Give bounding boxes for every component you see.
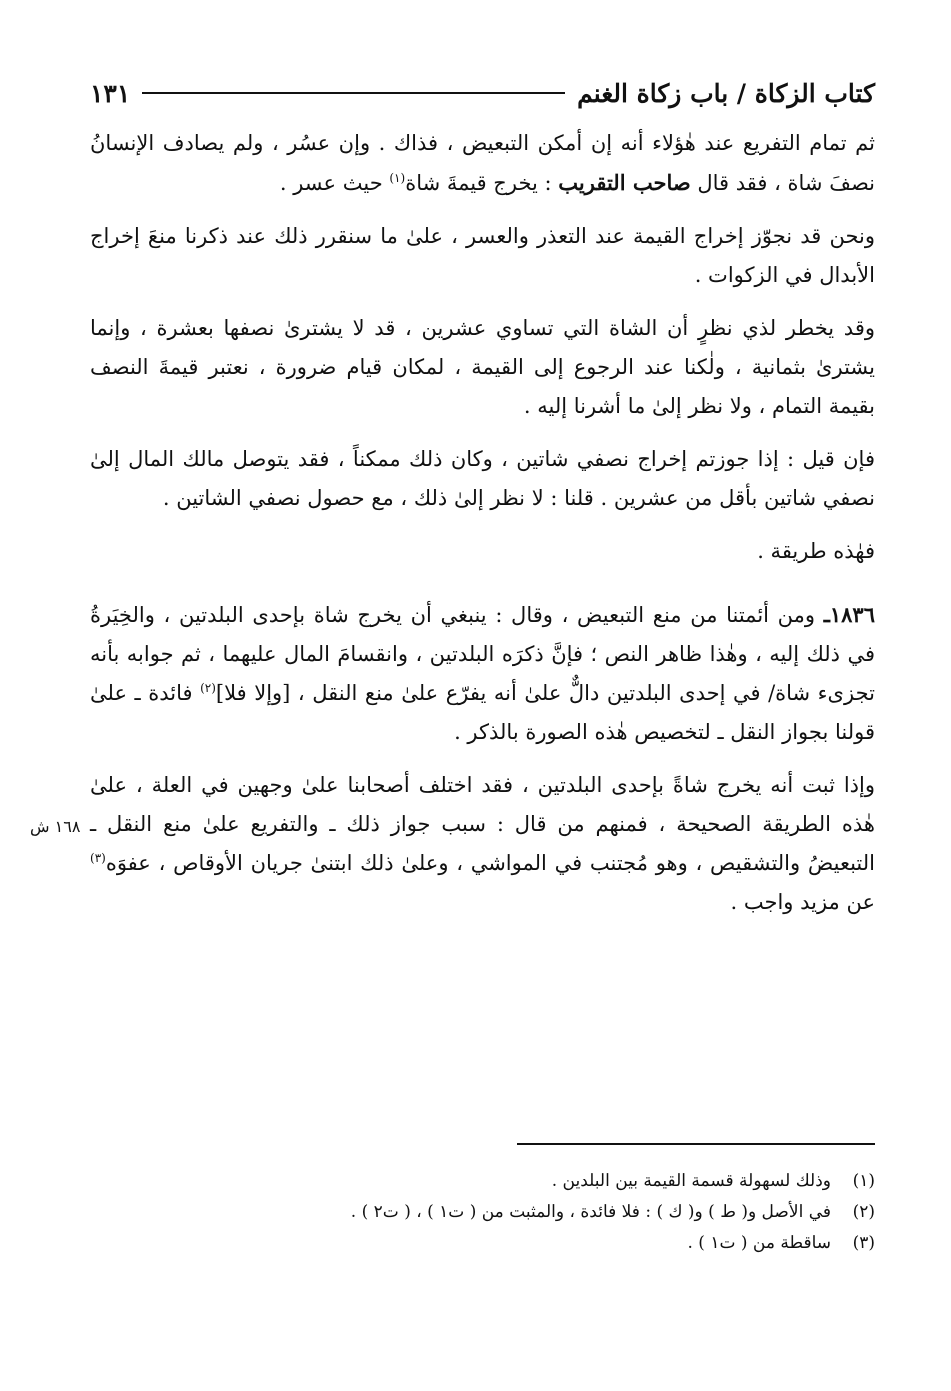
text-run: وإذا ثبت أنه يخرج شاةً بإحدى البلدتين ، فقد اختلف أصحابنا علىٰ وجهين في العلة ، علىٰ هٰذه الطريقة الصحيحة ، فمنهم من قال : سبب جواز ذلك ـ والتفريع علىٰ منع النقل ـ التبعيضُ والتشقيص ، وهو مُجتنب في المواشي ، وعلىٰ ذلك ابتنىٰ جريان الأوقاص ، عفوَه [90,773,875,875]
text-run: ومن أئمتنا من منع التبعيض ، وقال : ينبغي أن يخرج شاة بإحدى البلدتين ، والخِيَرةُ في ذلك إليه ، وهٰذا ظاهر النص ؛ فإنَّ ذكرَه البلدتين ، وانقسامَ المال عليهما ، ثم جوابه بأنه تجزىء شاة/ في إحدى البلدتين دالٌّ علىٰ أنه يفرّع علىٰ منع النقل ، [وإلا فلا] [90,603,875,705]
text-run: فائدة ـ علىٰ قولنا بجواز النقل ـ لتخصيص هٰذه الصورة بالذكر . [90,681,875,744]
footnote-ref-1: (١) [389,171,406,185]
section-number: ١٨٣٦ـ [823,602,875,627]
paragraph-1 [90,124,875,203]
text-run: ثم تمام التفريع عند هٰؤلاء أنه إن أمكن التبعيض ، فذاك . وإن عسُر ، ولم يصادف الإنسانُ نصفَ شاة ، فقد قال [90,131,875,195]
text-run: عن مزيد واجب . [730,890,875,914]
footnote-item [90,1228,875,1259]
paragraph-5: فهٰذه طريقة . [757,539,875,563]
page-body [90,70,875,936]
footnote-number: (١) [852,1171,875,1191]
footnote-item [90,1197,875,1228]
footnote-ref-2: (٢) [200,681,216,695]
footnote-ref-3: (٣) [90,851,106,865]
footnote-number: (٢) [852,1202,875,1222]
bold-term: صاحب التقريب [558,170,691,195]
paragraph-4: فإن قيل : إذا جوزتم إخراج نصفي شاتين ، وكان ذلك ممكناً ، فقد يتوصل مالك المال إلىٰ نصفي شاتين بأقل من عشرين . قلنا : لا نظر إلىٰ ذلك ، مع حصول نصفي الشاتين . [90,447,875,510]
paragraph-7 [90,766,875,922]
footnote-text: ساقطة من ( ت١ ) . [687,1233,831,1253]
running-header [90,70,875,116]
paragraph-3: وقد يخطر لذي نظرٍ أن الشاة التي تساوي عشرين ، قد لا يشترىٰ نصفها بعشرة ، وإنما يشترىٰ بثمانية ، ولٰكنا عند الرجوع إلى القيمة ، لمكان قيام ضرورة ، نعتبر قيمةَ النصف بقيمة التمام ، ولا نظر إلىٰ ما أشرنا إليه . [90,316,875,418]
footnote-text: في الأصل و( ط ) و( ك ) : فلا فائدة ، والمثبت من ( ت١ ) ، ( ت٢ ) . [350,1202,831,1222]
header-title: كتاب الزكاة / باب زكاة الغنم [577,78,875,108]
header-rule [142,92,565,94]
footnote-text: وذلك لسهولة قسمة القيمة بين البلدين . [551,1171,831,1191]
paragraph-2: ونحن قد نجوّز إخراج القيمة عند التعذر والعسر ، علىٰ ما سنقرر ذلك عند ذكرنا منعَ إخراج الأبدال في الزكوات . [90,224,875,287]
footnote-number: (٣) [852,1233,875,1253]
footnotes [90,1166,875,1259]
text-run: : يخرج قيمةَ شاة [405,171,559,195]
footnote-item [90,1166,875,1197]
paragraph-6 [90,595,875,752]
margin-folio-note: ١٦٨ ش [30,817,81,836]
text-run: حيث عسر . [279,171,390,195]
footnote-separator [517,1143,875,1145]
page-number: ١٣١ [90,78,131,108]
